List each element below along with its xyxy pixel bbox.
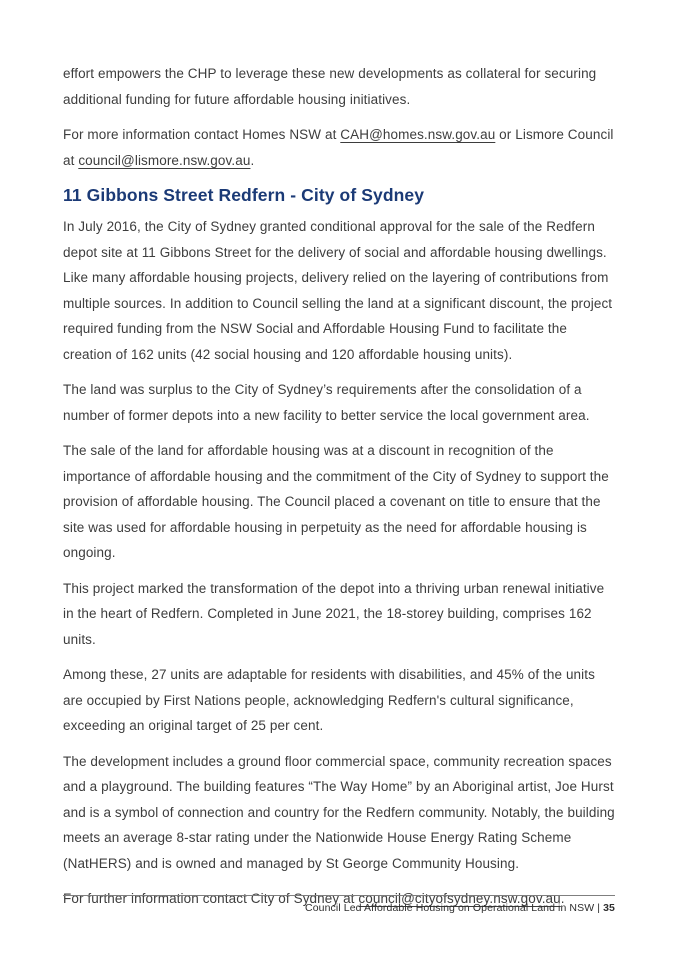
paragraph-july-2016-approval: In July 2016, the City of Sydney granted conditional approval for the sale of the Redfern depot site at 11 Gibbons Street for the delivery of social and affordable housing dwellings. Like many affordable housing projects, delivery relied on the layering of contributions from multiple sources. In addition to Council selling the land at a significant discount, the project required funding from the NSW Social and Affordable Housing Fund to facilitate the creation of 162 units (42 social housing and 120 affordable housing units). bbox=[63, 219, 613, 362]
paragraph-urban-renewal: This project marked the transformation of the depot into a thriving urban renewal initiative in the heart of Redfern. Completed in June 2021, the 18-storey building, comprises 162 units. bbox=[63, 580, 605, 647]
document-body bbox=[63, 61, 616, 922]
page-footer bbox=[63, 895, 615, 915]
paragraph-sale-discount-covenant: The sale of the land for affordable housing was at a discount in recognition of the importance of affordable housing and the commitment of the City of Sydney to support the provision of affordable housing. The Council placed a covenant on title to ensure that the site was used for affordable housing in perpetuity as the need for affordable housing is ongoing. bbox=[63, 443, 609, 560]
footer-separator: | bbox=[594, 902, 604, 914]
further-info-text-pre: For further information contact City of Sydney at bbox=[63, 891, 359, 906]
contact-text-post: . bbox=[250, 152, 255, 168]
paragraph-contact-homes-nsw bbox=[63, 122, 616, 173]
further-info-text-post: . bbox=[560, 891, 565, 906]
footer-report-title: Council Led Affordable Housing on Operational Land in NSW bbox=[305, 902, 595, 914]
email-link-city-of-sydney[interactable]: council@cityofsydney.nsw.gov.au bbox=[358, 891, 561, 906]
paragraph-development-features: The development includes a ground floor commercial space, community recreation spaces and a playground. The building features “The Way Home” by an Aboriginal artist, Joe Hurst and is a symbol of connection and country for the Redfern community. Notably, the building meets an average 8-star rating under the Nationwide House Energy Rating Scheme (NatHERS) and is owned and managed by St George Community Housing. bbox=[63, 753, 615, 871]
paragraph-land-surplus: The land was surplus to the City of Sydney’s requirements after the consolidation of a number of former depots into a new facility to better service the local government area. bbox=[63, 382, 590, 423]
contact-text-pre: For more information contact Homes NSW at bbox=[63, 127, 341, 142]
paragraph-chp-leverage: effort empowers the CHP to leverage these new developments as collateral for securing additional funding for future affordable housing initiatives. bbox=[63, 66, 597, 107]
paragraph-adaptable-units: Among these, 27 units are adaptable for residents with disabilities, and 45% of the units are occupied by First Nations people, acknowledging Redfern's cultural significance, exceeding an original target of 25 per cent. bbox=[63, 667, 595, 733]
footer-page-number: 35 bbox=[603, 902, 615, 914]
email-link-lismore-council[interactable]: council@lismore.nsw.gov.au bbox=[78, 152, 251, 168]
contact-text-mid: or Lismore Council at bbox=[63, 127, 614, 168]
email-link-cah-homes-nsw[interactable]: CAH@homes.nsw.gov.au bbox=[340, 127, 496, 142]
section-heading-gibbons-street: 11 Gibbons Street Redfern - City of Sydney bbox=[63, 185, 425, 205]
